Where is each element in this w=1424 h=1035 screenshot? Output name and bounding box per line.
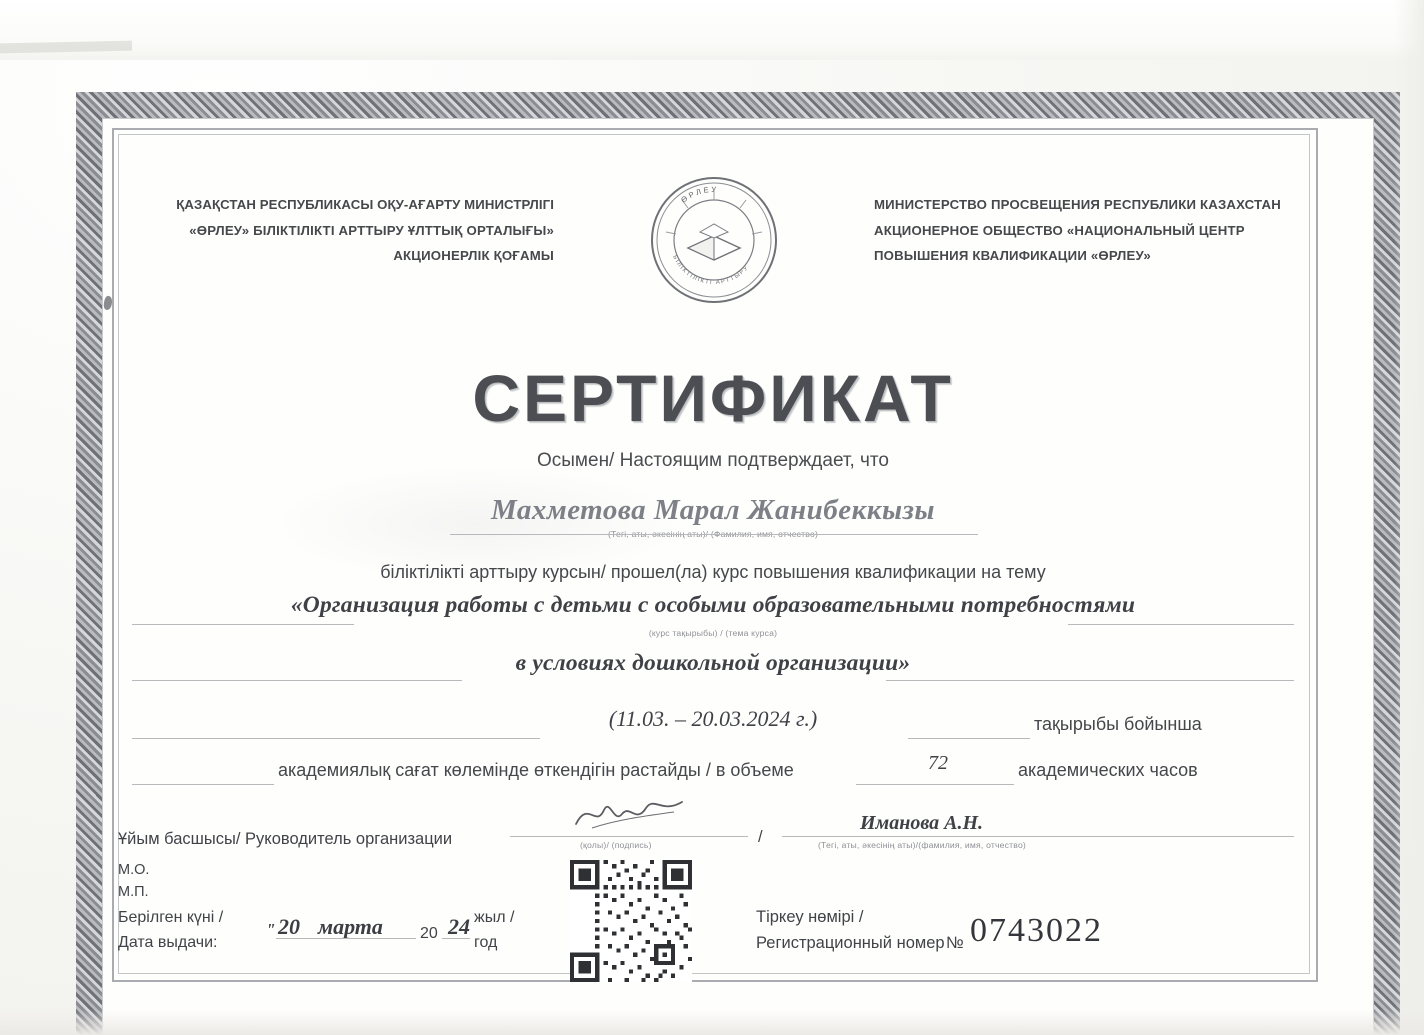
course-intro-text: біліктілікті арттыру курсын/ прошел(ла) курс повышения квалификации на тему (380, 562, 1046, 582)
seal-marker (118, 860, 149, 904)
ministry-line-ru-2: АКЦИОНЕРНОЕ ОБЩЕСТВО «НАЦИОНАЛЬНЫЙ ЦЕНТР (874, 222, 1245, 238)
scan-top-edge (0, 0, 1424, 60)
issue-year-labels (474, 906, 514, 956)
issue-quote-mark: " (266, 920, 276, 939)
svg-text:БІЛІКТІЛІКТІ АРТТЫРУ: БІЛІКТІЛІКТІ АРТТЫРУ (671, 254, 751, 287)
date-rule-left (132, 738, 540, 739)
certificate-header (118, 184, 1308, 306)
issue-day: 20 (278, 914, 300, 939)
course-date-range: (11.03. – 20.03.2024 г.) (608, 706, 818, 731)
registration-number: 0743022 (970, 912, 1103, 949)
scan-bottom-shadow (0, 1009, 1424, 1035)
issue-month: марта (318, 914, 383, 939)
course-rule-right (1068, 624, 1294, 625)
hours-label-right: академических часов (1018, 760, 1198, 780)
signer-name-rule (782, 836, 1294, 837)
recipient-name-caption: (Тегі, аты, әкесінің аты)/ (Фамилия, имя, отчество) (607, 529, 819, 539)
date-rule-right (908, 738, 1030, 739)
certificate-title: СЕРТИФИКАТ (472, 361, 954, 435)
issue-year-label-ru: год (474, 933, 498, 951)
course-title-line-2: в условиях дошкольной организации» (515, 650, 911, 676)
certificate-content (118, 134, 1308, 972)
certificate-subtitle: Осымен/ Настоящим подтверждает, что (537, 450, 889, 471)
ministry-name-russian (874, 192, 1308, 269)
qr-code (570, 860, 692, 982)
issue-year-prefix: 20 (420, 925, 438, 942)
registration-label-kk: Тіркеу нөмірі / (756, 908, 864, 926)
hours-rule-right (856, 784, 1014, 785)
course-rule-left (132, 624, 354, 625)
recipient-name: Махметова Марал Жанибеккызы (490, 494, 936, 526)
issue-day-rule (276, 938, 416, 939)
signature-rule (510, 836, 748, 837)
issue-year-rule (442, 938, 470, 939)
ministry-line-ru-1: МИНИСТЕРСТВО ПРОСВЕЩЕНИЯ РЕСПУБЛИКИ КАЗАХСТАН (874, 197, 1281, 212)
handwritten-signature (570, 794, 690, 834)
signer-name: Иманова А.Н. (860, 812, 984, 834)
hours-rule-left (132, 784, 274, 785)
issue-date-label-ru: Дата выдачи: (118, 933, 218, 951)
orleu-emblem-icon (648, 174, 780, 306)
issue-date-label-kk: Берілген күні / (118, 909, 224, 926)
ministry-line-kk-1: ҚАЗАҚСТАН РЕСПУБЛИКАСЫ ОҚУ-АҒАРТУ МИНИСТРЛІГІ (176, 197, 554, 212)
recipient-name-rule (450, 534, 978, 535)
seal-marker-ru: М.П. (118, 883, 149, 900)
course-line2-rule-left (132, 680, 462, 681)
registration-labels (756, 904, 945, 957)
ministry-line-ru-3: ПОВЫШЕНИЯ КВАЛИФИКАЦИИ «ӨРЛЕУ» (874, 248, 1151, 264)
theme-suffix-label: тақырыбы бойынша (1034, 714, 1202, 734)
issue-year-label-kk: жыл / (474, 909, 515, 926)
issue-date-labels (118, 906, 223, 956)
hours-label-left: академиялық сағат көлемінде өткендігін растайды / в объеме (278, 760, 794, 780)
ministry-line-kk-2: «ӨРЛЕУ» БІЛІКТІЛІКТІ АРТТЫРУ ҰЛТТЫҚ ОРТАЛЫҒЫ» (189, 222, 554, 238)
course-title-caption: (курс тақырыбы) / (тема курса) (648, 628, 778, 638)
signer-role-label: Ұйым басшысы/ Руководитель организации (118, 830, 453, 848)
signature-separator: / (758, 828, 763, 846)
issue-year: 24 (448, 914, 470, 939)
registration-number-sign: № (946, 934, 964, 952)
signer-name-caption: (Тегі, аты, әкесінің аты)/(фамилия, имя, отчество) (818, 840, 1026, 850)
ministry-line-kk-3: АКЦИОНЕРЛІК ҚОҒАМЫ (393, 248, 554, 264)
seal-marker-kk: М.О. (118, 862, 150, 878)
hours-value: 72 (928, 752, 948, 774)
scan-right-shadow (1394, 0, 1424, 1035)
recipient-block (118, 494, 1308, 539)
course-title-line-1: «Организация работы с детьми с особыми образовательными потребностями (290, 592, 1136, 618)
registration-label-ru: Регистрационный номер (756, 934, 945, 953)
signature-caption: (қолы)/ (подпись) (580, 840, 652, 850)
ministry-name-kazakh (118, 192, 554, 269)
svg-text:ӨРЛЕУ: ӨРЛЕУ (679, 184, 719, 205)
course-line2-rule-right (886, 680, 1294, 681)
